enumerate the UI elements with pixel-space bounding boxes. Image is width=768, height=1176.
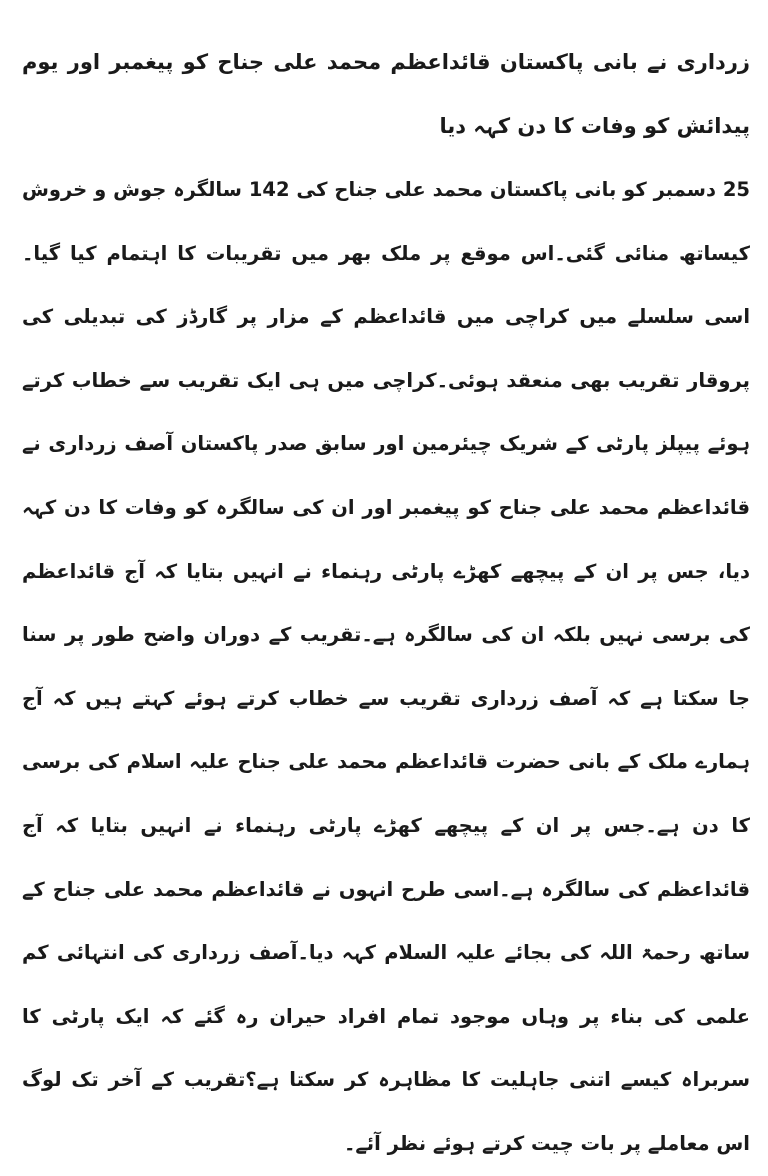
article-headline: زرداری نے بانی پاکستان قائداعظم محمد علی جناح کو پیغمبر اور یوم پیدائش کو وفات کا دن کہہ دیا	[22, 50, 750, 138]
article-body: 25 دسمبر کو بانی پاکستان محمد علی جناح کی 142 سالگرہ جوش و خروش کیساتھ منائی گئی۔اس موقع پر ملک بھر میں تقریبات کا اہتمام کیا گیا۔اسی سلسلے میں کراچی میں قائداعظم کے مزار پر گارڈز کی تبدیلی کی پروقار تقریب بھی منعقد ہوئی۔کراچی میں ہی ایک تقریب سے خطاب کرتے ہوئے پیپلز پارٹی کے شریک چیئرمین اور سابق صدر پاکستان آصف زرداری نے قائداعظم محمد علی جناح کو پیغمبر اور ان کی سالگرہ کو وفات کا دن کہہ دیا، جس پر ان کے پیچھے کھڑے پارٹی رہنماء نے انہیں بتایا کہ آج قائداعظم کی برسی نہیں بلکہ ان کی سالگرہ ہے۔تقریب کے دوران واضح طور پر سنا جا سکتا ہے کہ آصف زرداری تقریب سے خطاب کرتے ہوئے کہتے ہیں کہ آج ہمارے ملک کے بانی حضرت قائداعظم محمد علی جناح علیہ اسلام کی برسی کا دن ہے۔جس پر ان کے پیچھے کھڑے پارٹی رہنماء نے انہیں بتایا کہ آج قائداعظم کی سالگرہ ہے۔اسی طرح انہوں نے قائداعظم محمد علی جناح کے ساتھ رحمۃ اللہ کی بجائے علیہ السلام کہہ دیا۔آصف زرداری کی انتہائی کم علمی کی بناء پر وہاں موجود تمام افراد حیران رہ گئے کہ ایک پارٹی کا سربراہ کیسے اتنی جاہلیت کا مظاہرہ کر سکتا ہے؟تقریب کے آخر تک لوگ اس معاملے پر بات چیت کرتے ہوئے نظر آئے۔	[22, 178, 750, 1155]
